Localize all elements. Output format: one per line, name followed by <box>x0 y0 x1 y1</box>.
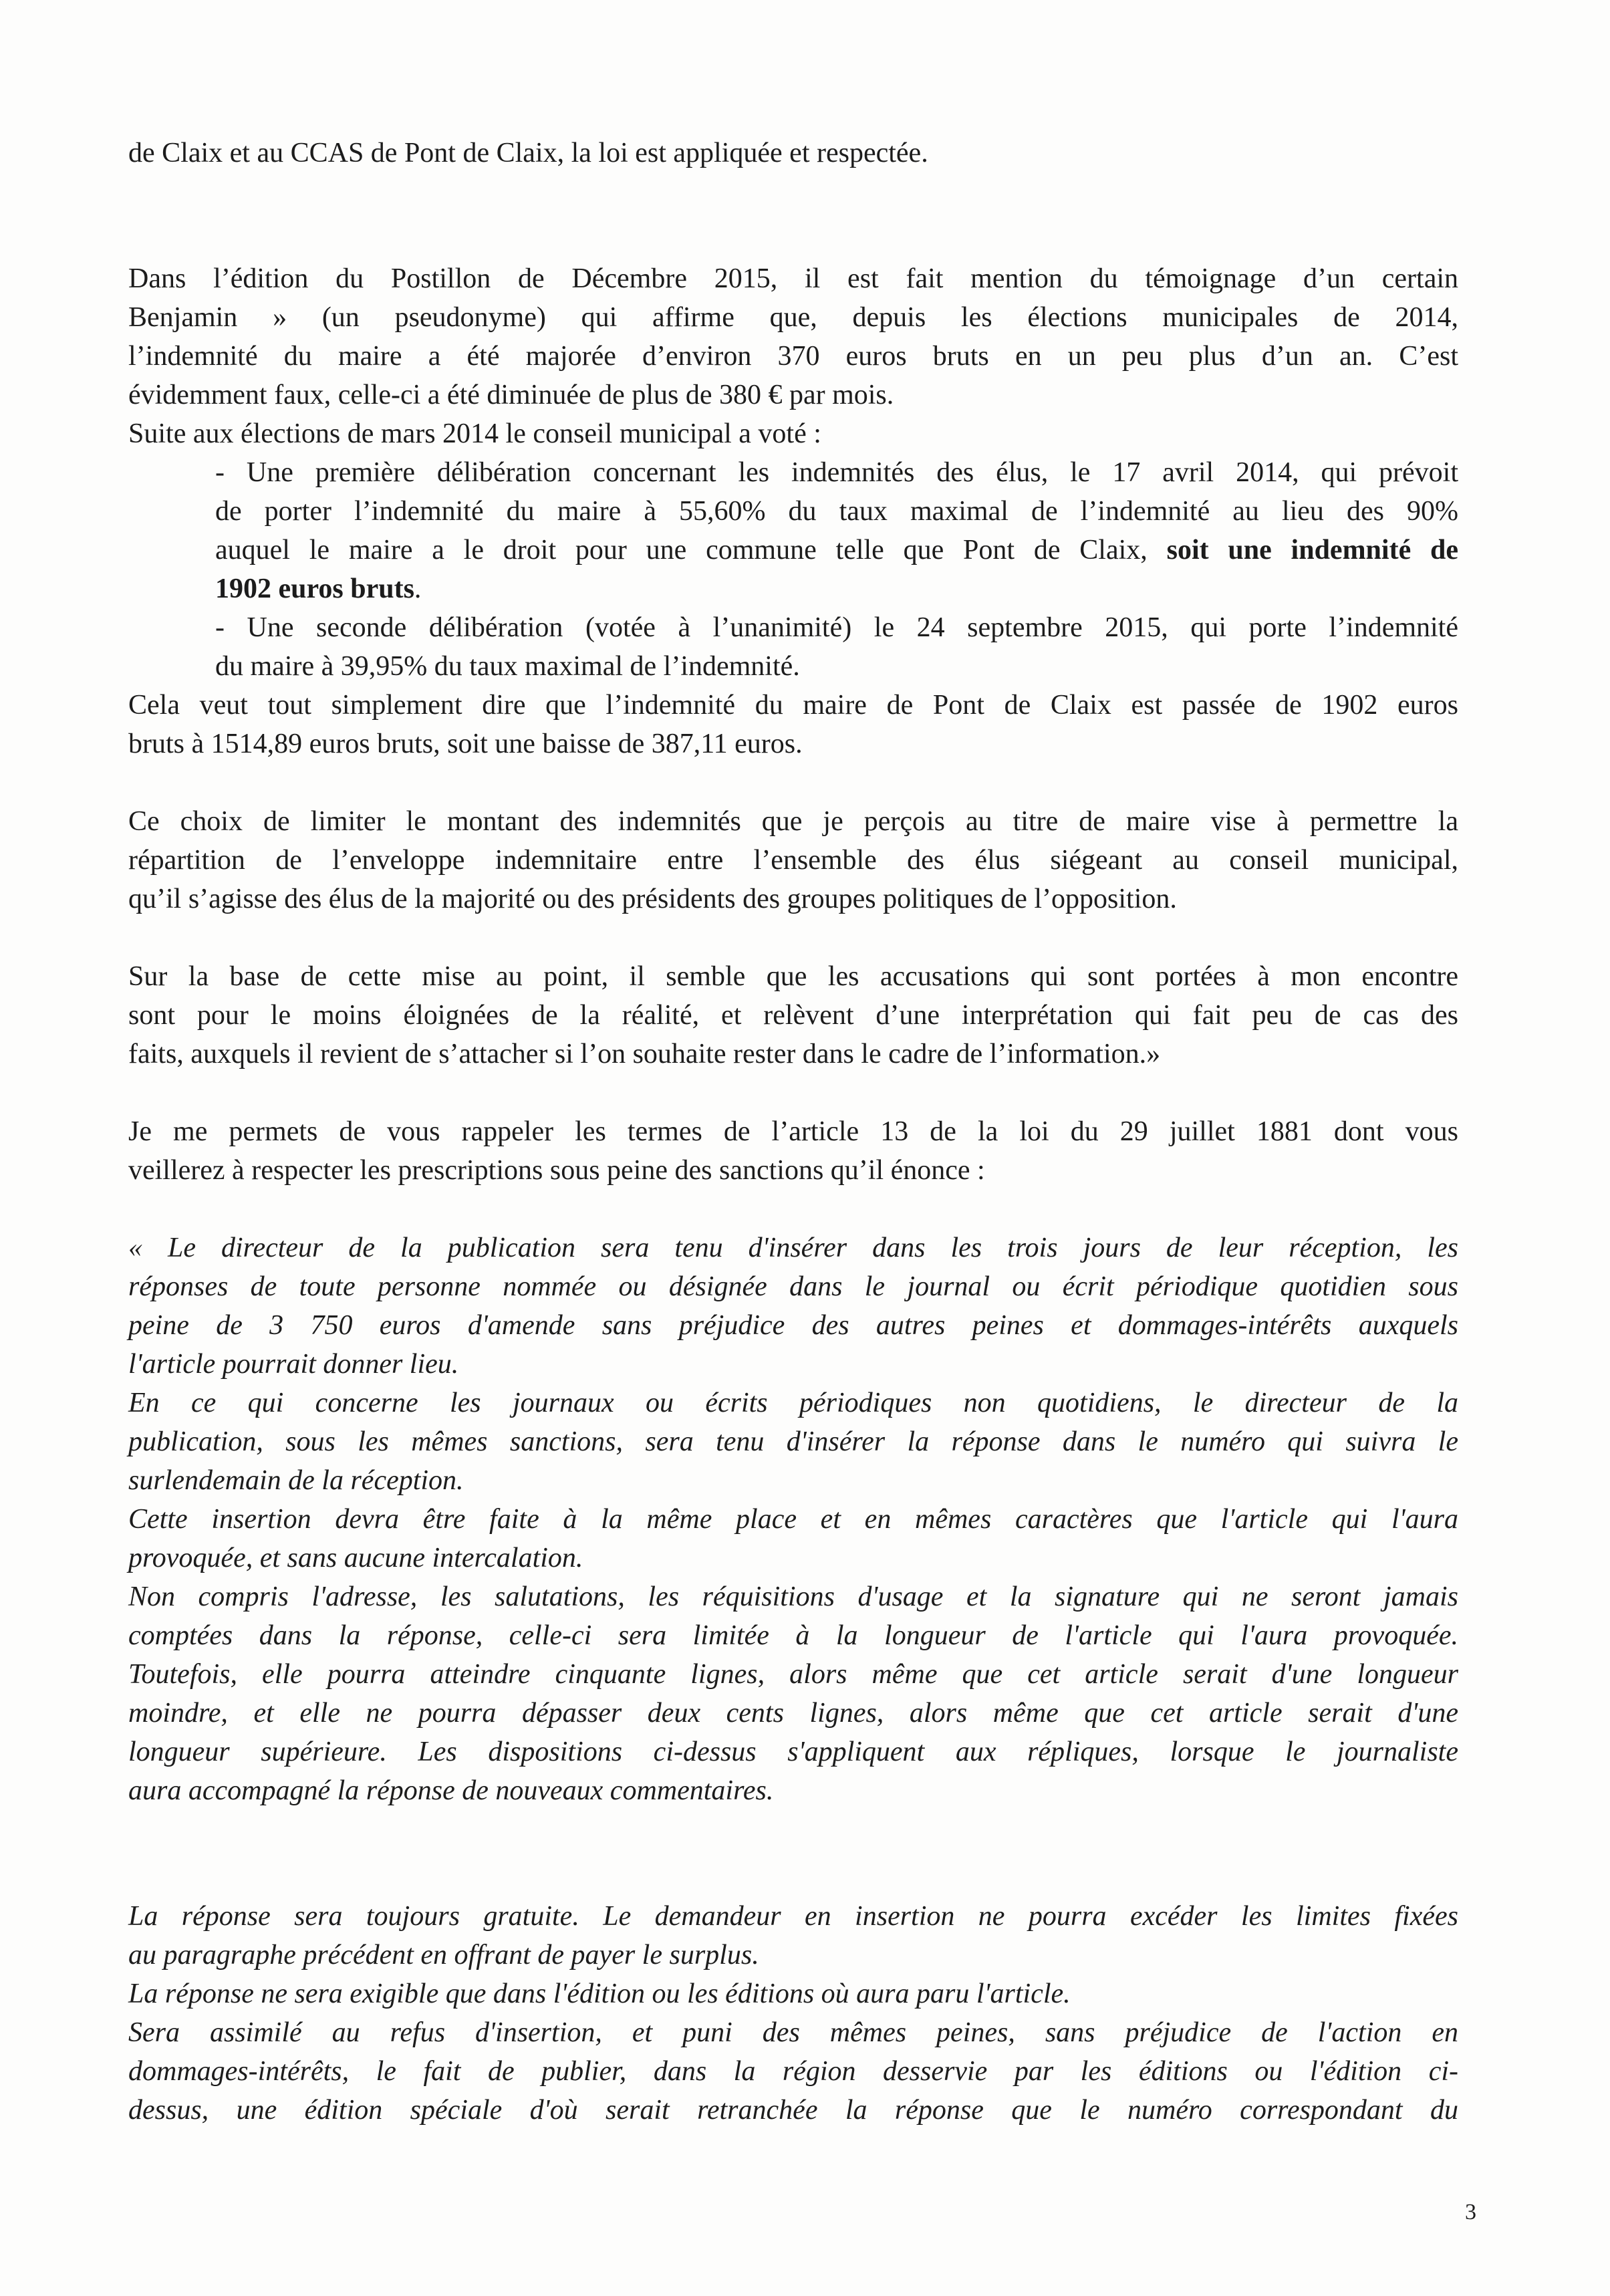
cela-paragraph <box>128 686 1458 763</box>
quote-line: Sera assimilé au refus d'insertion, et puni des mêmes peines, sans préjudice de l'action en <box>128 2017 1458 2048</box>
bold-text: 1902 euros bruts <box>215 573 414 604</box>
quote-line: dommages-intérêts, le fait de publier, dans la région desservie par les éditions ou l'édition ci- <box>128 2056 1458 2087</box>
rappel-paragraph <box>128 1112 1458 1190</box>
quote-line: réponses de toute personne nommée ou désignée dans le journal ou écrit périodique quotidien sous <box>128 1271 1458 1302</box>
bold-text: soit une indemnité de <box>1166 535 1458 565</box>
text-line: Sur la base de cette mise au point, il semble que les accusations qui sont portées à mon encontre <box>128 961 1458 992</box>
quote-line: publication, sous les mêmes sanctions, sera tenu d'insérer la réponse dans le numéro qui suivra le <box>128 1426 1458 1457</box>
text-line: répartition de l’enveloppe indemnitaire entre l’ensemble des élus siégeant au conseil municipal, <box>128 845 1458 876</box>
quote-line: Cette insertion devra être faite à la même place et en mêmes caractères que l'article qui l'aura <box>128 1504 1458 1535</box>
postillon-paragraph <box>128 259 1458 414</box>
text-run: . <box>414 573 422 604</box>
article-13-quote-part-1 <box>128 1229 1458 1810</box>
text-line: Benjamin » (un pseudonyme) qui affirme que, depuis les élections municipales de 2014, <box>128 302 1458 333</box>
deliberation-list <box>128 453 1458 686</box>
quote-line: moindre, et elle ne pourra dépasser deux cents lignes, alors même que cet article serait d'une <box>128 1698 1458 1729</box>
text-line: - Une première délibération concernant les indemnités des élus, le 17 avril 2014, qui prévoit <box>215 457 1458 488</box>
choix-paragraph <box>128 802 1458 918</box>
base-paragraph <box>128 957 1458 1073</box>
text-line: Cela veut tout simplement dire que l’indemnité du maire de Pont de Claix est passée de 1902 euros <box>128 690 1458 721</box>
text-line: l’indemnité du maire a été majorée d’environ 370 euros bruts en un peu plus d’un an. C’est <box>128 341 1458 372</box>
quote-line: Toutefois, elle pourra atteindre cinquante lignes, alors même que cet article serait d'une longueur <box>128 1659 1458 1690</box>
intro-tail-line: de Claix et au CCAS de Pont de Claix, la loi est appliquée et respectée. <box>128 138 928 168</box>
page-number: 3 <box>1465 2200 1476 2224</box>
text-line <box>215 569 1458 608</box>
quote-line: En ce qui concerne les journaux ou écrits périodiques non quotidiens, le directeur de la <box>128 1388 1458 1418</box>
text-line: faits, auxquels il revient de s’attacher si l’on souhaite rester dans le cadre de l’information.» <box>128 1039 1161 1069</box>
text-line: veillerez à respecter les prescriptions sous peine des sanctions qu’il énonce : <box>128 1155 985 1186</box>
quote-line: provoquée, et sans aucune intercalation. <box>128 1543 583 1573</box>
text-line: sont pour le moins éloignées de la réalité, et relèvent d’une interprétation qui fait peu de cas des <box>128 1000 1458 1031</box>
text-line: Dans l’édition du Postillon de Décembre 2015, il est fait mention du témoignage d’un certain <box>128 263 1458 294</box>
article-13-quote-part-2 <box>128 1897 1458 2130</box>
text-line: - Une seconde délibération (votée à l’unanimité) le 24 septembre 2015, qui porte l’indemnité <box>215 612 1458 643</box>
text-line: qu’il s’agisse des élus de la majorité ou des présidents des groupes politiques de l’opposition. <box>128 884 1177 914</box>
quote-line: La réponse ne sera exigible que dans l'édition ou les éditions où aura paru l'article. <box>128 1979 1071 2009</box>
text-line: bruts à 1514,89 euros bruts, soit une baisse de 387,11 euros. <box>128 729 803 759</box>
quote-line: dessus, une édition spéciale d'où serait retranchée la réponse que le numéro correspondant du <box>128 2095 1458 2126</box>
quote-line: comptées dans la réponse, celle-ci sera limitée à la longueur de l'article qui l'aura provoquée. <box>128 1620 1458 1651</box>
quote-line: « Le directeur de la publication sera tenu d'insérer dans les trois jours de leur réception, les <box>128 1233 1458 1263</box>
quote-line: surlendemain de la réception. <box>128 1465 464 1496</box>
suite-line: Suite aux élections de mars 2014 le conseil municipal a voté : <box>128 418 821 449</box>
text-line: Ce choix de limiter le montant des indemnités que je perçois au titre de maire vise à permettre la <box>128 806 1458 837</box>
quote-line: Non compris l'adresse, les salutations, les réquisitions d'usage et la signature qui ne seront jamais <box>128 1581 1458 1612</box>
quote-line: aura accompagné la réponse de nouveaux commentaires. <box>128 1775 774 1806</box>
quote-line: au paragraphe précédent en offrant de payer le surplus. <box>128 1940 759 1970</box>
text-line: Je me permets de vous rappeler les termes de l’article 13 de la loi du 29 juillet 1881 dont vous <box>128 1116 1458 1147</box>
document-body <box>128 134 1458 2130</box>
quote-line: l'article pourrait donner lieu. <box>128 1349 459 1380</box>
text-line: de porter l’indemnité du maire à 55,60% du taux maximal de l’indemnité au lieu des 90% <box>215 496 1458 527</box>
quote-line: longueur supérieure. Les dispositions ci-dessus s'appliquent aux répliques, lorsque le journaliste <box>128 1737 1458 1767</box>
quote-line: La réponse sera toujours gratuite. Le demandeur en insertion ne pourra excéder les limites fixées <box>128 1901 1458 1932</box>
text-line: du maire à 39,95% du taux maximal de l’indemnité. <box>215 651 800 682</box>
text-line: évidemment faux, celle-ci a été diminuée de plus de 380 € par mois. <box>128 380 894 410</box>
text-line <box>215 531 1458 569</box>
text-run: auquel le maire a le droit pour une commune telle que Pont de Claix, <box>215 535 1148 565</box>
quote-line: peine de 3 750 euros d'amende sans préjudice des autres peines et dommages-intérêts auxquels <box>128 1310 1458 1341</box>
